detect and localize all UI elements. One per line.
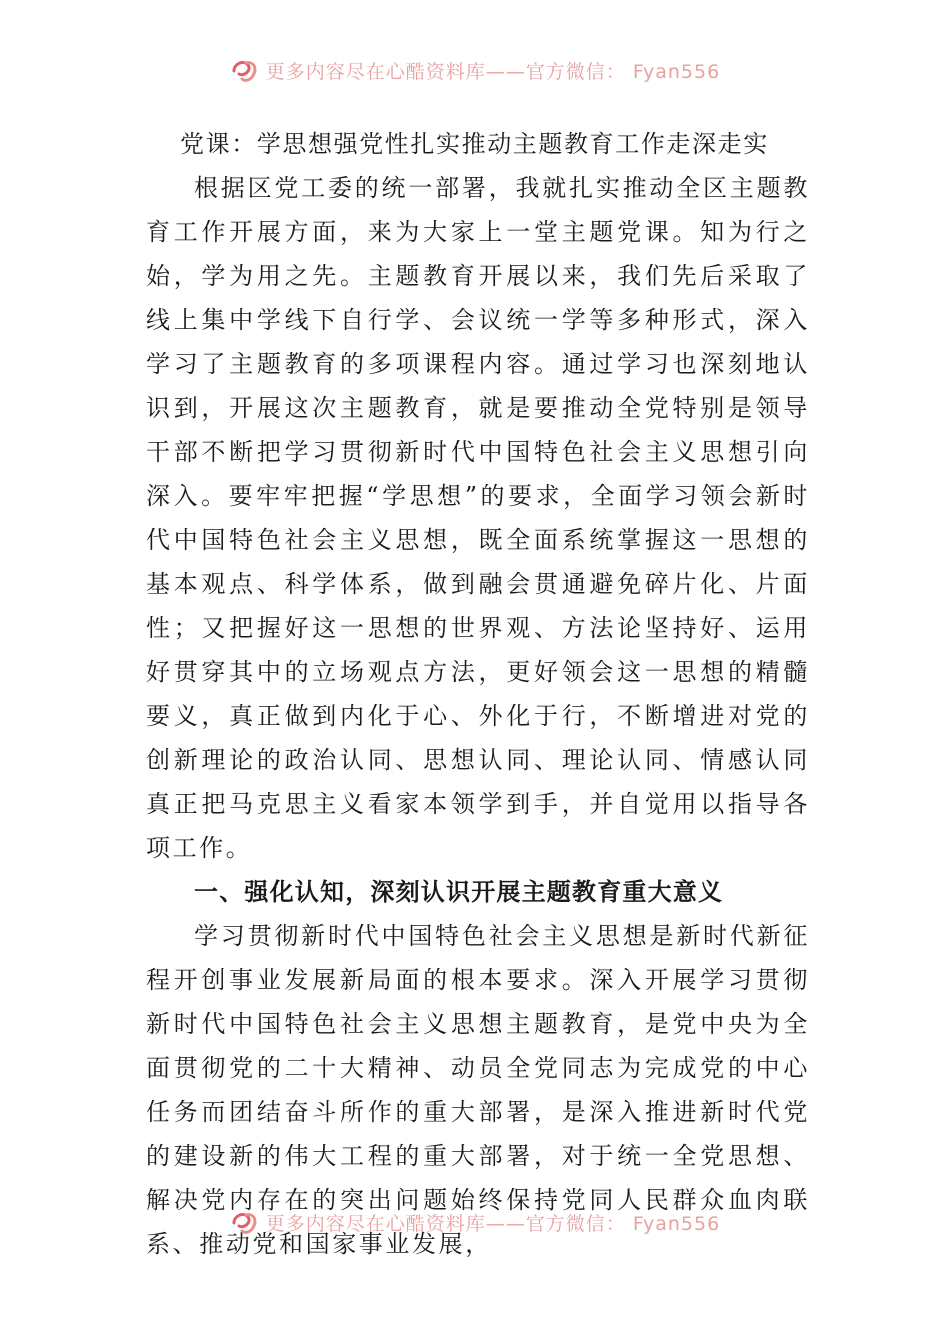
watermark-logo-icon [230,1209,260,1235]
document-page [146,122,810,1266]
section-1-paragraph: 学习贯彻新时代中国特色社会主义思想是新时代新征程开创事业发展新局面的根本要求。深入开展学习贯彻新时代中国特色社会主义思想主题教育，是党中央为全面贯彻党的二十大精神、动员全党同志为完成党的中心任务而团结奋斗所作的重大部署，是深入推进新时代党的建设新的伟大工程的重大部署，对于统一全党思想、解决党内存在的突出问题始终保持党同人民群众血肉联系、推动党和国家事业发展， [146,922,810,1258]
footer-watermark-text: 更多内容尽在心酷资料库——官方微信： Fyan556 [265,1212,721,1235]
document-title: 党课：学思想强党性扎实推动主题教育工作走深走实 [180,130,769,158]
header-watermark [0,55,950,85]
intro-paragraph: 根据区党工委的统一部署，我就扎实推动全区主题教育工作开展方面，来为大家上一堂主题党课。知为行之始，学为用之先。主题教育开展以来，我们先后采取了线上集中学线下自行学、会议统一学等多种形式，深入学习了主题教育的多项课程内容。通过学习也深刻地认识到，开展这次主题教育，就是要推动全党特别是领导干部不断把学习贯彻新时代中国特色社会主义思想引向深入。要牢牢把握“学思想”的要求，全面学习领会新时代中国特色社会主义思想，既全面系统掌握这一思想的基本观点、科学体系，做到融会贯通避免碎片化、片面性；又把握好这一思想的世界观、方法论坚持好、运用好贯穿其中的立场观点方法，更好领会这一思想的精髓要义，真正做到内化于心、外化于行，不断增进对党的创新理论的政治认同、思想认同、理论认同、情感认同真正把马克思主义看家本领学到手，并自觉用以指导各项工作。 [146,174,810,862]
section-1-heading: 一、强化认知，深刻认识开展主题教育重大意义 [194,877,724,906]
watermark-logo-icon [230,57,260,83]
header-watermark-text: 更多内容尽在心酷资料库——官方微信： Fyan556 [265,60,721,83]
footer-watermark [0,1207,950,1237]
